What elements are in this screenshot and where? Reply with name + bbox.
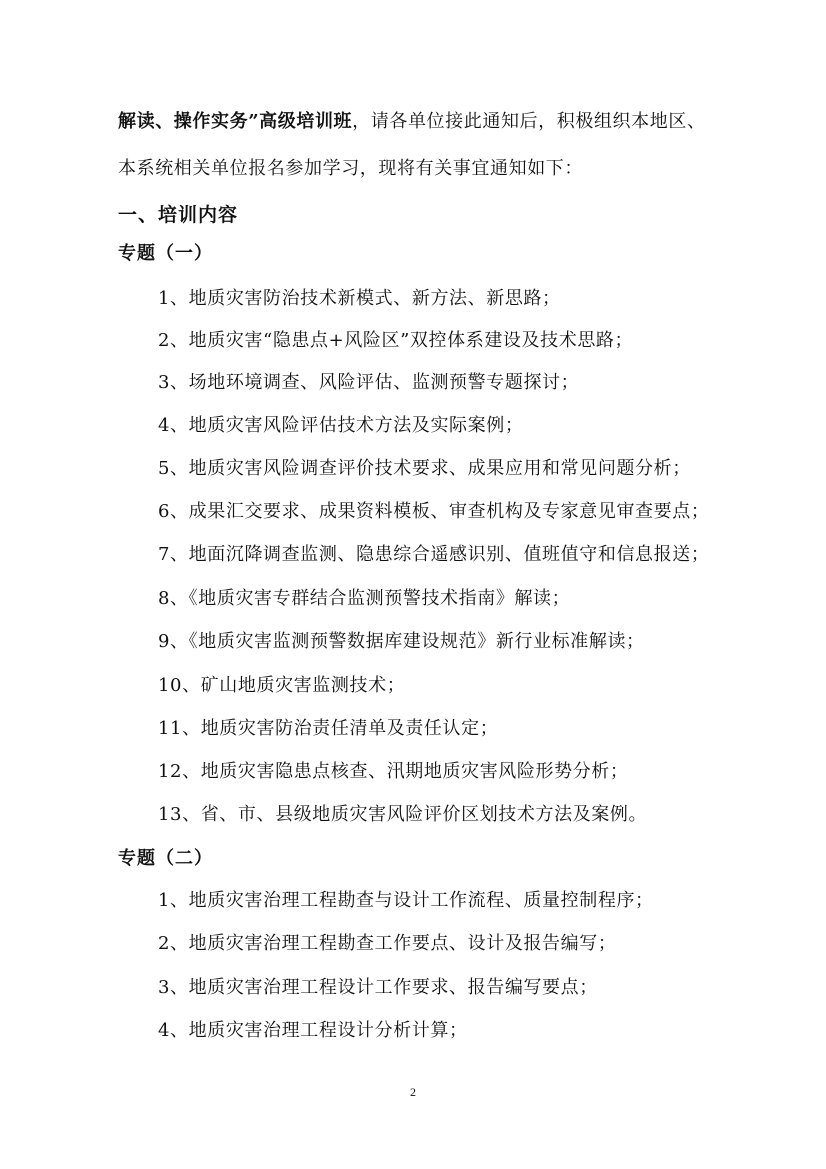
intro-line-1 bbox=[118, 110, 706, 134]
topic-1-item: 1、地质灾害防治技术新模式、新方法、新思路； bbox=[158, 288, 561, 309]
topic-1-item: 7、地面沉降调查监测、隐患综合遥感识别、值班值守和信息报送； bbox=[158, 544, 710, 565]
topic-1-item: 4、地质灾害风险评估技术方法及实际案例； bbox=[158, 415, 524, 436]
topic-1-title: 专题（一） bbox=[118, 243, 213, 264]
topic-2-title: 专题（二） bbox=[118, 848, 213, 869]
intro-bold-text: 解读、操作实务”高级培训班 bbox=[118, 111, 353, 132]
intro-line-2: 本系统相关单位报名参加学习，现将有关事宜通知如下： bbox=[118, 158, 583, 179]
topic-1-item: 5、地质灾害风险调查评价技术要求、成果应用和常见问题分析； bbox=[158, 458, 691, 479]
topic-2-item: 1、地质灾害治理工程勘查与设计工作流程、质量控制程序； bbox=[158, 890, 654, 911]
page-number: 2 bbox=[410, 1085, 416, 1099]
topic-2-item: 2、地质灾害治理工程勘查工作要点、设计及报告编写； bbox=[158, 933, 617, 954]
topic-1-item: 6、成果汇交要求、成果资料模板、审查机构及专家意见审查要点； bbox=[158, 501, 710, 522]
topic-1-item: 12、地质灾害隐患点核查、汛期地质灾害风险形势分析； bbox=[158, 761, 629, 782]
topic-2-item: 4、地质灾害治理工程设计分析计算； bbox=[158, 1020, 468, 1041]
topic-1-item: 2、地质灾害“隐患点+风险区”双控体系建设及技术思路； bbox=[158, 330, 634, 351]
topic-1-item: 11、地质灾害防治责任清单及责任认定； bbox=[158, 718, 499, 739]
topic-1-item: 3、场地环境调查、风险评估、监测预警专题探讨； bbox=[158, 372, 580, 393]
topic-1-item: 13、省、市、县级地质灾害风险评价区划技术方法及案例。 bbox=[158, 804, 648, 825]
topic-1-item: 8、《地质灾害专群结合监测预警技术指南》解读； bbox=[158, 588, 571, 609]
topic-1-item: 9、《地质灾害监测预警数据库建设规范》新行业标准解读； bbox=[158, 631, 645, 652]
intro-text: ，请各单位接此通知后，积极组织本地区、 bbox=[352, 111, 706, 132]
section-heading: 一、培训内容 bbox=[118, 204, 239, 226]
topic-1-item: 10、矿山地质灾害监测技术； bbox=[158, 675, 406, 696]
topic-2-item: 3、地质灾害治理工程设计工作要求、报告编写要点； bbox=[158, 977, 598, 998]
